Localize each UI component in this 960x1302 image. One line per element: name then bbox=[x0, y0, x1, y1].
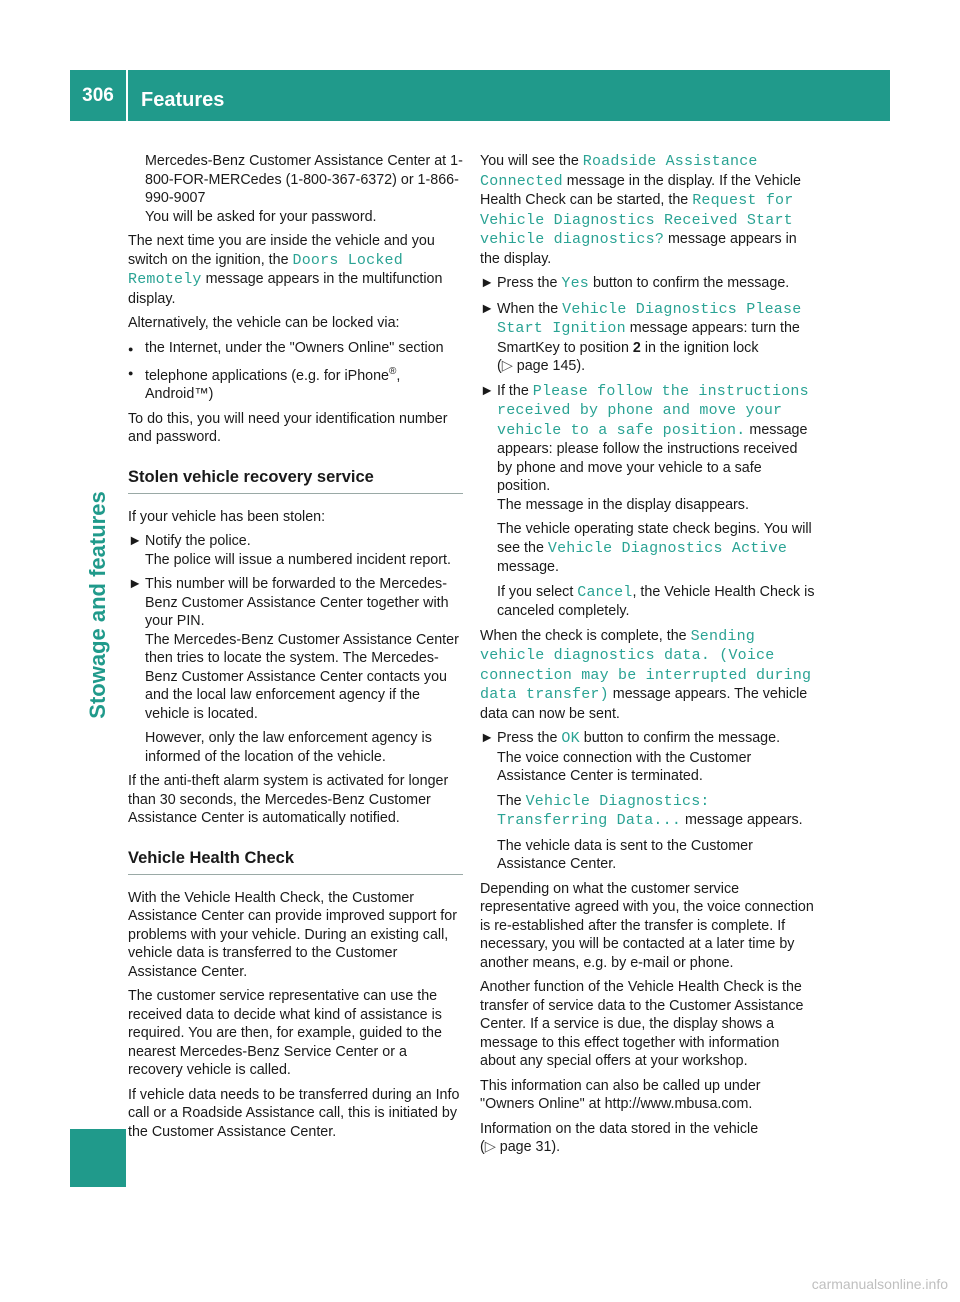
paragraph: Information on the data stored in the vehicle (▷ page 31). bbox=[480, 1120, 759, 1155]
display-message: Roadside Assistance Connected bbox=[480, 153, 758, 190]
paragraph: The vehicle operating state check begins. You will see the Vehicle Diagnostics Active message. bbox=[497, 521, 812, 575]
display-message: Vehicle Diagnostics Active bbox=[547, 539, 788, 557]
watermark: carmanualsonline.info bbox=[811, 1276, 948, 1292]
display-message: Vehicle Diagnostics Please Start Ignition bbox=[497, 300, 802, 337]
paragraph: You will see the Roadside Assistance Connected message in the display. If the Vehicle Health Check can be started, the Request for Vehicle Diagnostics Received Start vehicle diagnostics? message appears in the display. bbox=[480, 153, 801, 267]
step-arrow-icon: ► bbox=[128, 533, 143, 550]
step-arrow-icon: ► bbox=[480, 382, 495, 399]
list-item: ► If the Please follow the instructions received by phone and move your vehicle to a safe position. message appears: please follow the instructions received by phone and move your vehicle to a safe position. The message in the display disappears. bbox=[480, 382, 809, 513]
paragraph: Another function of the Vehicle Health Check is the transfer of service data to the Customer Assistance Center. If a service is due, the display shows a message to this effect together with information about any special offers at your workshop. bbox=[480, 979, 804, 1069]
page-reference-icon: ▷ bbox=[484, 1139, 496, 1155]
display-message: Doors Locked Remotely bbox=[128, 251, 403, 288]
list-item: ► When the Vehicle Diagnostics Please Start Ignition message appears: turn the SmartKey to position 2 in the ignition lock (▷ page 145). bbox=[480, 300, 802, 374]
display-message: Vehicle Diagnostics: Transferring Data... bbox=[497, 792, 710, 829]
display-message: Cancel bbox=[577, 583, 633, 601]
paragraph: If you select Cancel, the Vehicle Health Check is canceled completely. bbox=[497, 583, 815, 619]
paragraph: The customer service representative can use the received data to decide what kind of assistance is required. You are then, for example, guided to the nearest Mercedes-Benz Service Center or a recovery vehicle is called. bbox=[128, 988, 442, 1079]
paragraph: With the Vehicle Health Check, the Customer Assistance Center can provide improved support for problems with your vehicle. During an existing call, vehicle data is transferred to the Customer Assistance Center. bbox=[128, 889, 457, 980]
paragraph: If the anti-theft alarm system is activated for longer than 30 seconds, the Mercedes-Benz Customer Assistance Center is automatically notified. bbox=[128, 773, 449, 827]
header-divider bbox=[126, 70, 128, 121]
step-arrow-icon: ► bbox=[480, 300, 495, 317]
paragraph: This information can also be called up under "Owners Online" at http://www.mbusa.com. bbox=[480, 1077, 761, 1112]
paragraph: Depending on what the customer service representative agreed with you, the voice connection is re-established after the transfer is complete. If necessary, you will be contacted at a later time by another means, e.g. by e-mail or phone. bbox=[480, 880, 814, 971]
paragraph: If your vehicle has been stolen: bbox=[128, 508, 326, 525]
paragraph: If vehicle data needs to be transferred during an Info call or a Roadside Assistance call, this is initiated by the Customer Assistance Center. bbox=[128, 1086, 460, 1140]
paragraph: You will be asked for your password. bbox=[145, 208, 377, 225]
right-column bbox=[480, 152, 815, 1163]
display-message: Yes bbox=[561, 275, 589, 292]
side-chapter-label: Stowage and features bbox=[85, 491, 110, 719]
list-item: ● telephone applications (e.g. for iPhone®, Android™) bbox=[128, 366, 401, 403]
paragraph: Alternatively, the vehicle can be locked via: bbox=[128, 315, 400, 331]
page-number: 306 bbox=[82, 85, 114, 106]
list-item: ● the Internet, under the "Owners Online" section bbox=[128, 339, 463, 358]
list-item: ► Press the Yes button to confirm the message. bbox=[480, 275, 790, 292]
side-chapter-marker bbox=[70, 1129, 126, 1187]
display-message: Request for Vehicle Diagnostics Received Start vehicle diagnostics? bbox=[480, 192, 794, 248]
paragraph: The next time you are inside the vehicle and you switch on the ignition, the Doors Locked Remotely message appears in the multifunction display. bbox=[128, 233, 443, 307]
step-arrow-icon: ► bbox=[480, 730, 495, 746]
paragraph: The Vehicle Diagnostics: Transferring Data... message appears. bbox=[497, 792, 803, 829]
list-item: ► This number will be forwarded to the Mercedes-Benz Customer Assistance Center together with your PIN. The Mercedes-Benz Customer Assistance Center then tries to locate the system. The Mercedes-Benz Customer Assistance Center contacts you and the local law enforcement agency if the vehicle is located. bbox=[128, 576, 459, 722]
display-message: Please follow the instructions received by phone and move your vehicle to a safe position. bbox=[497, 382, 809, 439]
page-reference-icon: ▷ bbox=[501, 358, 513, 374]
section-heading: Vehicle Health Check bbox=[128, 848, 463, 875]
bullet-icon: ● bbox=[128, 368, 134, 378]
step-arrow-icon: ► bbox=[128, 576, 143, 593]
step-arrow-icon: ► bbox=[480, 275, 495, 291]
list-item: ► Press the OK button to confirm the message. The voice connection with the Customer Assistance Center is terminated. bbox=[480, 730, 781, 784]
paragraph: When the check is complete, the Sending vehicle diagnostics data. (Voice connection may be interrupted during data transfer) message appears. The vehicle data can now be sent. bbox=[480, 627, 812, 722]
paragraph: To do this, you will need your identification number and password. bbox=[128, 410, 448, 446]
display-message: OK bbox=[561, 730, 580, 747]
section-heading: Stolen vehicle recovery service bbox=[128, 467, 463, 494]
paragraph: The vehicle data is sent to the Customer Assistance Center. bbox=[497, 837, 753, 872]
display-message: Sending vehicle diagnostics data. (Voice connection may be interrupted during data transfer) bbox=[480, 627, 812, 703]
left-column bbox=[128, 152, 463, 1147]
paragraph: However, only the law enforcement agency is informed of the location of the vehicle. bbox=[145, 730, 432, 765]
section-title: Features bbox=[141, 89, 225, 111]
paragraph: Mercedes-Benz Customer Assistance Center at 1-800-FOR-MERCedes (1-800-367-6372) or 1-866-990-9007 bbox=[145, 153, 463, 206]
bullet-icon: ● bbox=[128, 343, 134, 354]
list-item: ► Notify the police. The police will issue a numbered incident report. bbox=[128, 533, 451, 568]
